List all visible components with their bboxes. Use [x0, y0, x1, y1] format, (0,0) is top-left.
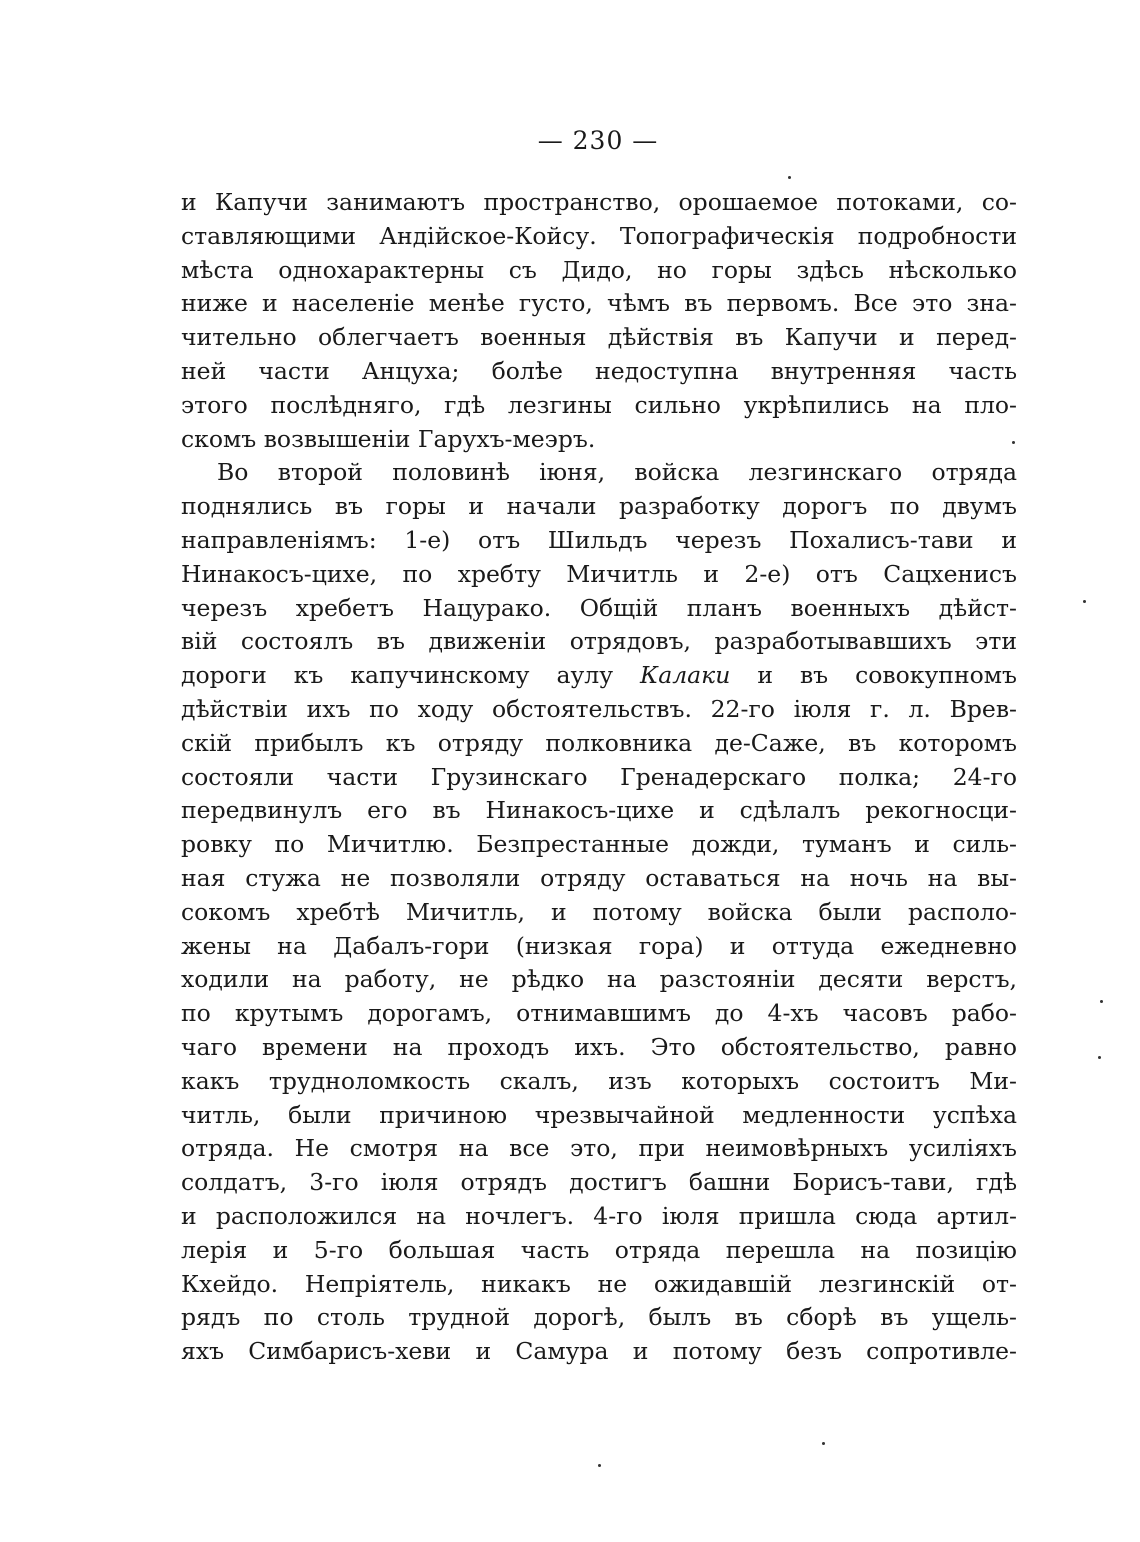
text-line: жены на Дабалъ-гори (низкая гора) и оттуда ежедневно — [181, 931, 1017, 960]
text-line: мѣста однохарактерны съ Дидо, но горы здѣсь нѣсколько — [181, 255, 1017, 284]
text-line: Нинакосъ-цихе, по хребту Мичитль и 2-е) отъ Сацхенисъ — [181, 559, 1017, 588]
text-line: поднялись въ горы и начали разработку дорогъ по двумъ — [181, 492, 1017, 521]
text-line: солдатъ, 3-го іюля отрядъ достигъ башни Борисъ-тави, гдѣ — [181, 1168, 1017, 1197]
text-line: этого послѣдняго, гдѣ лезгины сильно укрѣпились на пло- — [181, 390, 1017, 419]
text-line: состояли части Грузинскаго Гренадерскаго полка; 24-го — [181, 762, 1017, 791]
text-line: сокомъ хребтѣ Мичитль, и потому войска были располо- — [181, 897, 1017, 926]
text-line: какъ трудноломкость скалъ, изъ которыхъ состоитъ Ми- — [181, 1066, 1017, 1095]
text-line: Кхейдо. Непріятель, никакъ не ожидавшій лезгинскій от- — [181, 1269, 1017, 1298]
text-line: читль, были причиною чрезвычайной медленности успѣха — [181, 1100, 1017, 1129]
text-line: яхъ Симбарисъ-хеви и Самура и потому безъ сопротивле- — [181, 1337, 1017, 1366]
text-line: по крутымъ дорогамъ, отнимавшимъ до 4-хъ часовъ рабо- — [181, 999, 1017, 1028]
print-speck — [1100, 1000, 1103, 1003]
body-text — [181, 186, 1017, 1369]
text-line: ровку по Мичитлю. Безпрестанные дожди, туманъ и силь- — [181, 830, 1017, 859]
text-line-with-italic: дороги къ капучинскому аулу Калаки и въ совокупномъ — [181, 661, 1017, 690]
print-speck — [1083, 600, 1086, 603]
text-line: скомъ возвышеніи Гарухъ-меэръ. — [181, 424, 596, 453]
page-number: — 230 — — [537, 126, 659, 155]
text-line: и Капучи занимаютъ пространство, орошаемое потоками, со- — [181, 188, 1017, 216]
paragraph-1 — [181, 186, 1017, 456]
text-line: чительно облегчаетъ военныя дѣйствія въ Капучи и перед- — [181, 323, 1017, 352]
text-line: ная стужа не позволяли отряду оставаться на ночь на вы- — [181, 863, 1017, 892]
text-line: скій прибылъ къ отряду полковника де-Саже, въ которомъ — [181, 728, 1017, 757]
text-line: вій состоялъ въ движеніи отрядовъ, разработывавшихъ эти — [181, 627, 1017, 656]
text-line: ходили на работу, не рѣдко на разстояніи десяти верстъ, — [181, 965, 1017, 994]
text-line: ставляющими Андійское-Койсу. Топографическія подробности — [181, 221, 1017, 250]
text-line: ней части Анцуха; болѣе недоступна внутренняя часть — [181, 356, 1017, 385]
print-speck — [598, 1464, 601, 1467]
text-line: чаго времени на проходъ ихъ. Это обстоятельство, равно — [181, 1032, 1017, 1061]
text-line: направленіямъ: 1-е) отъ Шильдъ черезъ Похалисъ-тави и — [181, 525, 1017, 554]
print-speck — [1012, 441, 1015, 444]
text-line: рядъ по столь трудной дорогѣ, былъ въ сборѣ въ ущель- — [181, 1303, 1017, 1332]
paragraph-2 — [181, 456, 1017, 1369]
text-line: черезъ хребетъ Нацурако. Общій планъ военныхъ дѣйст- — [181, 593, 1017, 622]
text-line: отряда. Не смотря на все это, при неимовѣрныхъ усиліяхъ — [181, 1134, 1017, 1163]
text-line: дѣйствіи ихъ по ходу обстоятельствъ. 22-го іюля г. л. Врев- — [181, 694, 1017, 723]
text-line: передвинулъ его въ Нинакосъ-цихе и сдѣлалъ рекогносци- — [181, 796, 1017, 825]
print-speck — [788, 176, 791, 179]
italic-word: Калаки — [640, 661, 731, 690]
text-line: Во второй половинѣ іюня, войска лезгинскаго отряда — [217, 458, 1017, 487]
text-line: и расположился на ночлегъ. 4-го іюля пришла сюда артил- — [181, 1201, 1017, 1230]
text-line: лерія и 5-го большая часть отряда перешла на позицію — [181, 1235, 1017, 1264]
text-line: ниже и населеніе менѣе густо, чѣмъ въ первомъ. Все это зна- — [181, 289, 1017, 318]
print-speck — [1098, 1056, 1101, 1059]
print-speck — [822, 1442, 825, 1445]
